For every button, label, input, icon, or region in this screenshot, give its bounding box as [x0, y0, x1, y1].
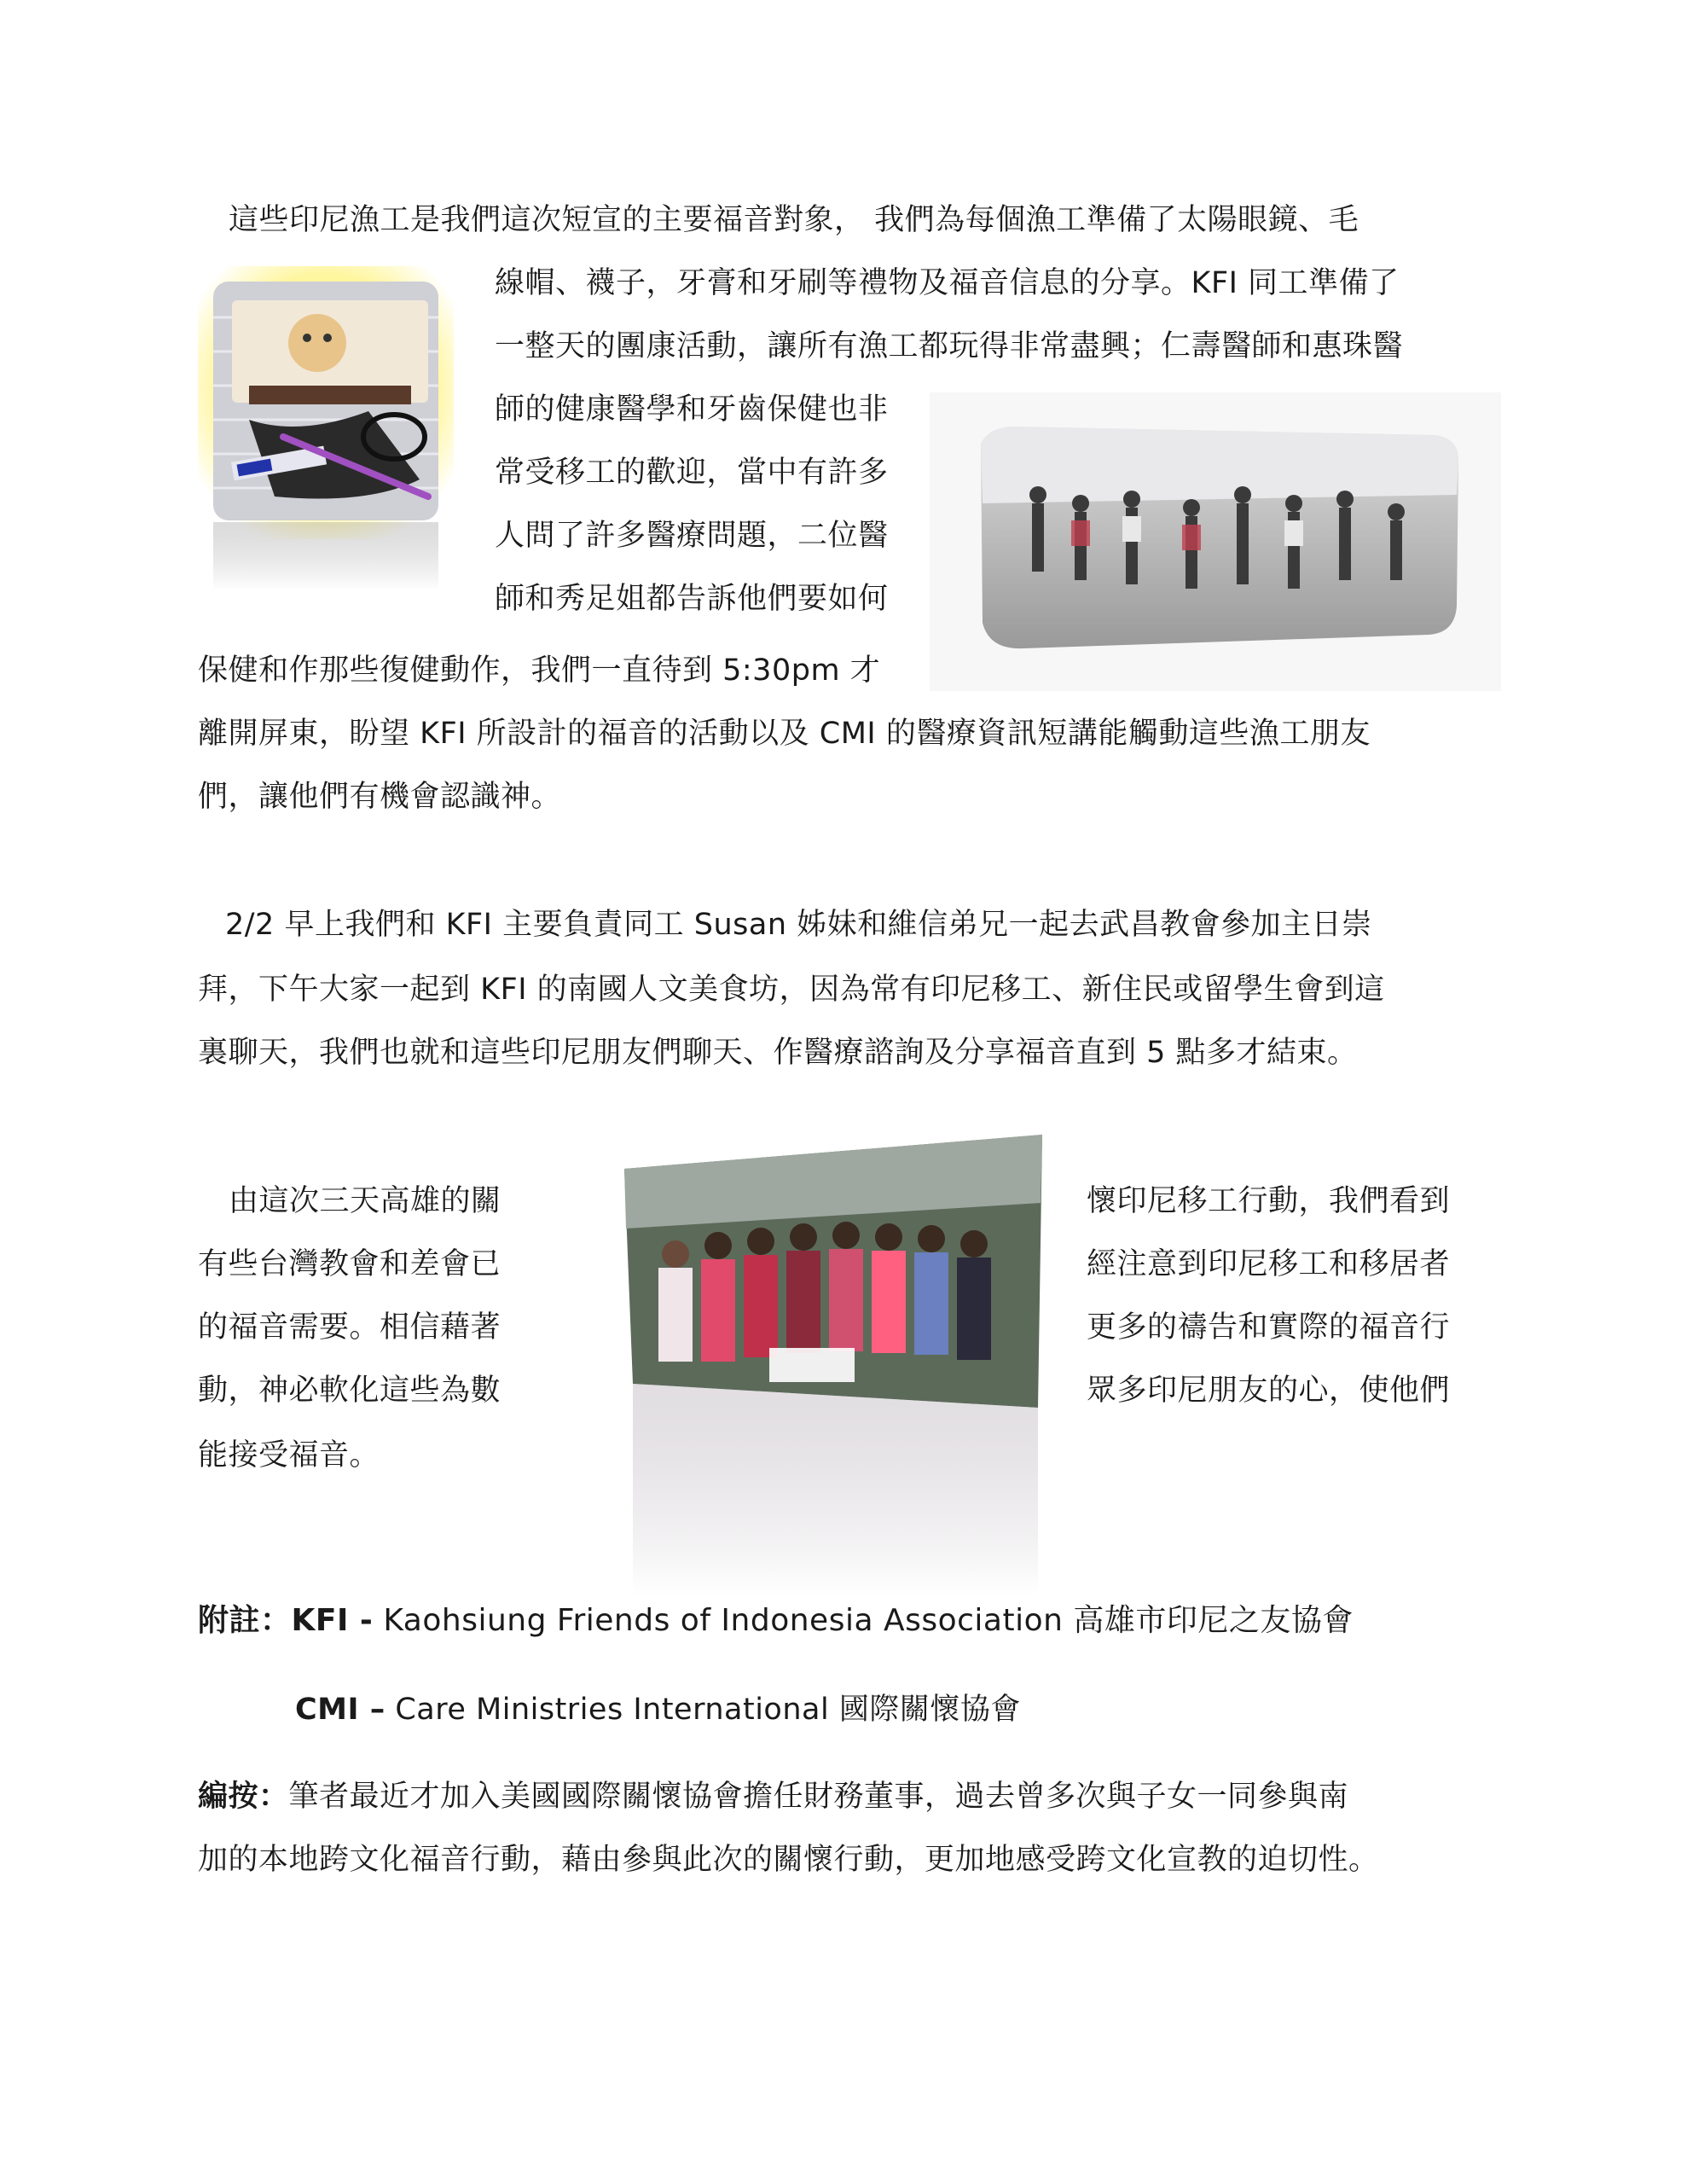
paragraph-line: 師的健康醫學和牙齒保健也非 — [495, 392, 889, 427]
paragraph-line: 動，神必軟化這些為數 — [198, 1374, 501, 1408]
editor-note-line: 加的本地跨文化福音行動，藉由參與此次的關懷行動，更加地感受跨文化宣教的迫切性。 — [198, 1843, 1379, 1877]
paragraph-line: 2/2 早上我們和 KFI 主要負責同工 Susan 姊妹和維信弟兄一起去武昌教會參加主日崇 — [225, 908, 1372, 942]
cmi-chinese-name: 國際關懷協會 — [838, 1693, 1021, 1727]
paragraph-line: 由這次三天高雄的關 — [229, 1184, 501, 1218]
gift-items-photo — [198, 266, 454, 599]
paragraph-line: 離開屏東，盼望 KFI 所設計的福音的活動以及 CMI 的醫療資訊短講能觸動這些漁工朋友 — [198, 717, 1371, 751]
paragraph-line: 眾多印尼朋友的心，使他們 — [1087, 1374, 1451, 1408]
group-photo — [607, 1118, 1059, 1595]
paragraph-line: 的福音需要。相信藉著 — [198, 1310, 501, 1345]
group-activity-photo — [930, 392, 1501, 691]
paragraph-line: 這些印尼漁工是我們這次短宣的主要福音對象， 我們為每個漁工準備了太陽眼鏡、毛 — [229, 203, 1359, 237]
paragraph-line: 們，讓他們有機會認識神。 — [198, 780, 562, 814]
paragraph-line: 有些台灣教會和差會已 — [198, 1247, 501, 1281]
paragraph-line: 人問了許多醫療問題，二位醫 — [495, 519, 889, 553]
editor-note-text: 筆者最近才加入美國國際關懷協會擔任財務董事，過去曾多次與子女一同參與南 — [288, 1780, 1349, 1814]
paragraph-line: 線帽、襪子，牙膏和牙刷等禮物及福音信息的分享。KFI 同工準備了 — [495, 266, 1400, 300]
editor-note-label: 編按： — [198, 1780, 289, 1814]
paragraph-line: 拜，下午大家一起到 KFI 的南國人文美食坊，因為常有印尼移工、新住民或留學生會到這 — [198, 973, 1385, 1007]
cmi-abbreviation: CMI – — [295, 1693, 386, 1727]
notes-label: 附註： — [198, 1603, 292, 1638]
paragraph-line: 一整天的團康活動，讓所有漁工都玩得非常盡興；仁壽醫師和惠珠醫 — [495, 329, 1404, 363]
kfi-english-name: Kaohsiung Friends of Indonesia Association — [373, 1603, 1074, 1638]
paragraph-line: 更多的禱告和實際的福音行 — [1087, 1310, 1451, 1345]
cmi-english-name: Care Ministries International — [385, 1693, 839, 1727]
paragraph-line: 常受移工的歡迎，當中有許多 — [495, 456, 889, 490]
gift-items-image — [198, 266, 454, 599]
paragraph-line: 師和秀足姐都告訴他們要如何 — [495, 582, 889, 616]
paragraph-line: 裏聊天，我們也就和這些印尼朋友們聊天、作醫療諮詢及分享福音直到 5 點多才結束。 — [198, 1036, 1358, 1070]
kfi-chinese-name: 高雄市印尼之友協會 — [1073, 1603, 1354, 1638]
paragraph-line: 保健和作那些復健動作，我們一直待到 5:30pm 才 — [198, 653, 881, 688]
group-activity-image — [930, 392, 1501, 691]
group-photo-image — [607, 1118, 1059, 1595]
kfi-abbreviation: KFI - — [291, 1603, 374, 1638]
notes-kfi-line — [198, 1604, 1354, 1638]
notes-cmi-line — [295, 1693, 1021, 1727]
paragraph-line: 經注意到印尼移工和移居者 — [1087, 1247, 1451, 1281]
paragraph-line: 能接受福音。 — [198, 1438, 380, 1472]
paragraph-line: 懷印尼移工行動，我們看到 — [1087, 1184, 1451, 1218]
editor-note-line — [198, 1780, 1348, 1814]
